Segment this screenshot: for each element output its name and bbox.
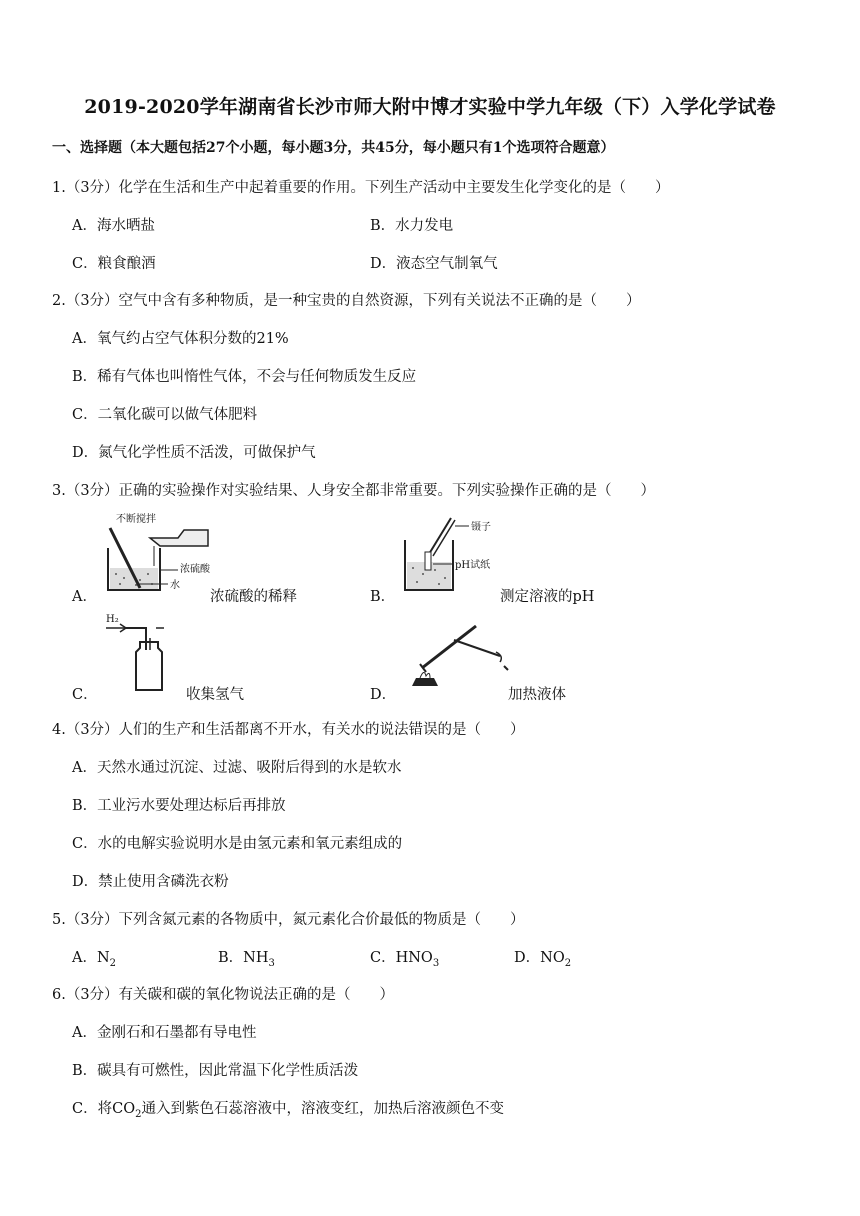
figure-label-h2: H₂: [106, 614, 119, 625]
figure-label-tweezers: 镊子: [471, 522, 491, 533]
question-4-stem: 4.（3分）人们的生产和生活都离不开水，有关水的说法错误的是（ ）: [52, 722, 525, 738]
question-5-option-b: B．$NH_3$: [218, 950, 275, 969]
question-6-stem: 6.（3分）有关碳和碳的氧化物说法正确的是（ ）: [52, 987, 395, 1003]
question-2-option-b: B．稀有气体也叫惰性气体，不会与任何物质发生反应: [72, 369, 417, 385]
question-3-option-b-letter: B．: [370, 589, 396, 605]
question-4-option-b: B．工业污水要处理达标后再排放: [72, 798, 286, 814]
question-5-option-c: C．$HNO_3$: [370, 950, 440, 969]
question-3-option-b-caption: 测定溶液的pH: [500, 589, 595, 605]
question-1-option-c: C．粮食酿酒: [72, 256, 156, 272]
question-4-option-c: C．水的电解实验说明水是由氢元素和氧元素组成的: [72, 836, 403, 852]
question-5-option-a: A．$N_2$: [72, 950, 117, 969]
figure-label-ph-paper: pH试纸: [455, 560, 491, 571]
question-3-option-c-caption: 收集氢气: [186, 687, 244, 703]
question-3-option-c-letter: C．: [72, 687, 98, 703]
question-2-option-a: A．氧气约占空气体积分数的21%: [72, 331, 289, 347]
figure-label-stir: 不断搅拌: [116, 514, 156, 525]
question-1-option-d: D．液态空气制氧气: [370, 256, 498, 272]
question-1-stem: 1.（3分）化学在生活和生产中起着重要的作用。下列生产活动中主要发生化学变化的是（ ）: [52, 180, 670, 196]
question-1-option-b: B．水力发电: [370, 218, 454, 234]
question-4-option-d: D．禁止使用含磷洗衣粉: [72, 874, 229, 890]
question-3-option-d-caption: 加热液体: [508, 687, 566, 703]
hydrogen-collection-figure: [100, 614, 180, 698]
acid-dilution-figure: [98, 512, 218, 598]
question-3-option-a-caption: 浓硫酸的稀释: [210, 589, 297, 605]
figure-label-acid: 浓硫酸: [180, 564, 210, 575]
question-1-option-a: A．海水晒盐: [72, 218, 155, 234]
question-4-option-a: A．天然水通过沉淀、过滤、吸附后得到的水是软水: [72, 760, 402, 776]
question-3-option-a-letter: A．: [72, 589, 97, 605]
ph-test-figure: [395, 512, 505, 598]
question-3-option-d-letter: D．: [370, 687, 397, 703]
question-5-option-d: D．$NO_2$: [514, 950, 572, 969]
question-3-stem: 3.（3分）正确的实验操作对实验结果、人身安全都非常重要。下列实验操作正确的是（ ）: [52, 483, 656, 499]
question-5-stem: 5.（3分）下列含氮元素的各物质中，氮元素化合价最低的物质是（ ）: [52, 912, 525, 928]
question-6-option-c: C．将$CO_2$通入到紫色石蕊溶液中，溶液变红，加热后溶液颜色不变: [72, 1101, 504, 1120]
heating-liquid-figure: [400, 612, 510, 702]
section-heading: 一、选择题（本大题包括27个小题，每小题3分，共45分，每小题只有1个选项符合题意）: [52, 140, 615, 156]
figure-label-water: 水: [170, 580, 180, 591]
question-6-option-b: B．碳具有可燃性，因此常温下化学性质活泼: [72, 1063, 359, 1079]
question-6-option-a: A．金刚石和石墨都有导电性: [72, 1025, 257, 1041]
question-2-option-c: C．二氧化碳可以做气体肥料: [72, 407, 258, 423]
question-2-stem: 2.（3分）空气中含有多种物质，是一种宝贵的自然资源，下列有关说法不正确的是（ ）: [52, 293, 641, 309]
question-2-option-d: D．氮气化学性质不活泼，可做保护气: [72, 445, 316, 461]
exam-title: 2019-2020学年湖南省长沙市师大附中博才实验中学九年级（下）入学化学试卷: [84, 96, 776, 118]
